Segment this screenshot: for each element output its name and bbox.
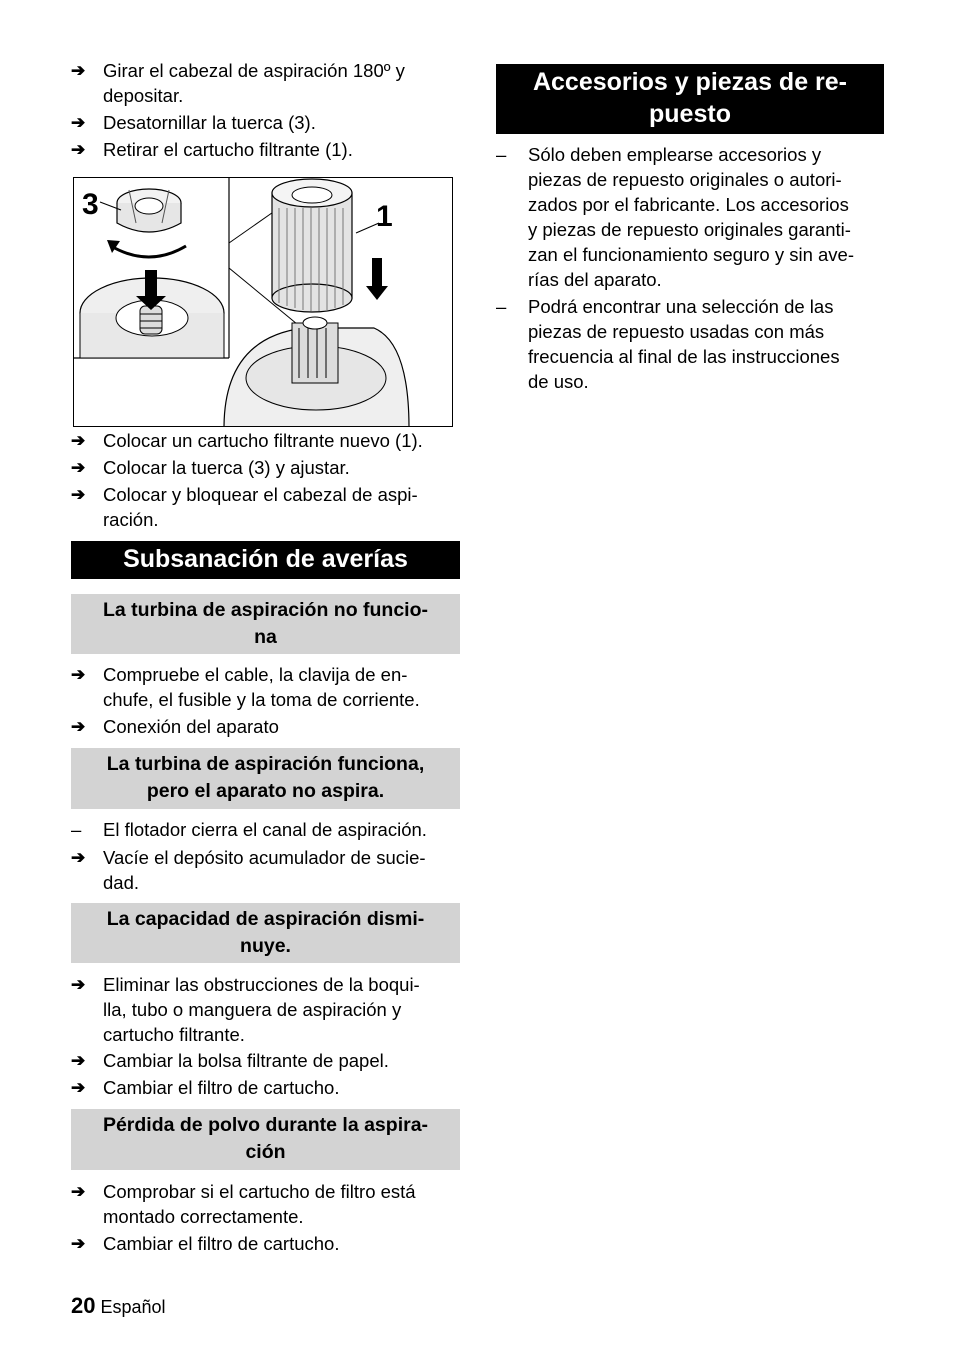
filter-cartridge-part: [272, 179, 352, 312]
dash-item: – Podrá encontrar una selección de las piezas de repuesto usadas con más frecuencia al final de las instrucciones de uso.: [496, 296, 840, 392]
arrow-right-icon: ➔: [71, 1051, 86, 1070]
subheading-turbine-works-no-suction: La turbina de aspiración funciona, pero el aparato no aspira.: [71, 748, 460, 809]
arrow-right-icon: ➔: [71, 975, 86, 994]
page-number: 20: [71, 1293, 96, 1318]
dash-item: – El flotador cierra el canal de aspiración.: [71, 819, 427, 840]
dash-marker: –: [496, 296, 507, 317]
step-item: ➔ Girar el cabezal de aspiración 180º y depositar.: [71, 60, 405, 106]
step-item: ➔ Colocar un cartucho filtrante nuevo (1).: [71, 430, 423, 451]
step-item: ➔ Eliminar las obstrucciones de la boqui- lla, tubo o manguera de aspiración y cartucho filtrante.: [71, 974, 420, 1045]
step-item: ➔ Comprobar si el cartucho de filtro está montado correctamente.: [71, 1181, 416, 1227]
step-item: ➔ Cambiar el filtro de cartucho.: [71, 1077, 340, 1098]
step-item: ➔ Retirar el cartucho filtrante (1).: [71, 139, 353, 160]
dash-marker: –: [71, 819, 82, 840]
dash-item: – Sólo deben emplearse accesorios y piezas de repuesto originales o autori- zados por el fabricante. Los accesorios y piezas de repuesto originales garanti- zan el funcionamiento seguro y sin ave- rías del aparato.: [496, 144, 854, 290]
section-heading-troubleshooting: Subsanación de averías: [71, 541, 460, 579]
nut-part: [117, 189, 181, 232]
arrow-right-icon: ➔: [71, 113, 86, 132]
step-item: ➔ Desatornillar la tuerca (3).: [71, 112, 316, 133]
step-item: ➔ Vacíe el depósito acumulador de sucie- dad.: [71, 847, 426, 893]
arrow-right-icon: ➔: [71, 458, 86, 477]
subheading-turbine-not-working: La turbina de aspiración no funcio- na: [71, 594, 460, 654]
arrow-right-icon: ➔: [71, 1234, 86, 1253]
section-heading-accessories: Accesorios y piezas de re- puesto: [496, 64, 884, 134]
filter-replacement-illustration: [73, 177, 453, 427]
arrow-right-icon: ➔: [71, 1182, 86, 1201]
arrow-right-icon: ➔: [71, 61, 86, 80]
step-item: ➔ Compruebe el cable, la clavija de en- chufe, el fusible y la toma de corriente.: [71, 664, 420, 710]
page-footer: [71, 1293, 166, 1319]
step-item: ➔ Colocar la tuerca (3) y ajustar.: [71, 457, 350, 478]
dash-marker: –: [496, 144, 507, 165]
head-part: [224, 317, 409, 427]
figure-label-3: 3: [82, 188, 99, 221]
step-item: ➔ Conexión del aparato: [71, 716, 279, 737]
arrow-right-icon: ➔: [71, 431, 86, 450]
filter-illustration-svg: [74, 178, 453, 427]
arrow-right-icon: ➔: [71, 485, 86, 504]
arrow-right-icon: ➔: [71, 140, 86, 159]
footer-language: Español: [100, 1297, 166, 1317]
arrow-right-icon: ➔: [71, 717, 86, 736]
arrow-right-icon: ➔: [71, 1078, 86, 1097]
subheading-dust-loss: Pérdida de polvo durante la aspira- ción: [71, 1109, 460, 1170]
arrow-right-icon: ➔: [71, 665, 86, 684]
step-item: ➔ Cambiar el filtro de cartucho.: [71, 1233, 340, 1254]
figure-label-1: 1: [376, 200, 393, 233]
subheading-suction-decreases: La capacidad de aspiración dismi- nuye.: [71, 903, 460, 963]
arrow-right-icon: ➔: [71, 848, 86, 867]
step-item: ➔ Colocar y bloquear el cabezal de aspi- ración.: [71, 484, 418, 530]
step-item: ➔ Cambiar la bolsa filtrante de papel.: [71, 1050, 389, 1071]
